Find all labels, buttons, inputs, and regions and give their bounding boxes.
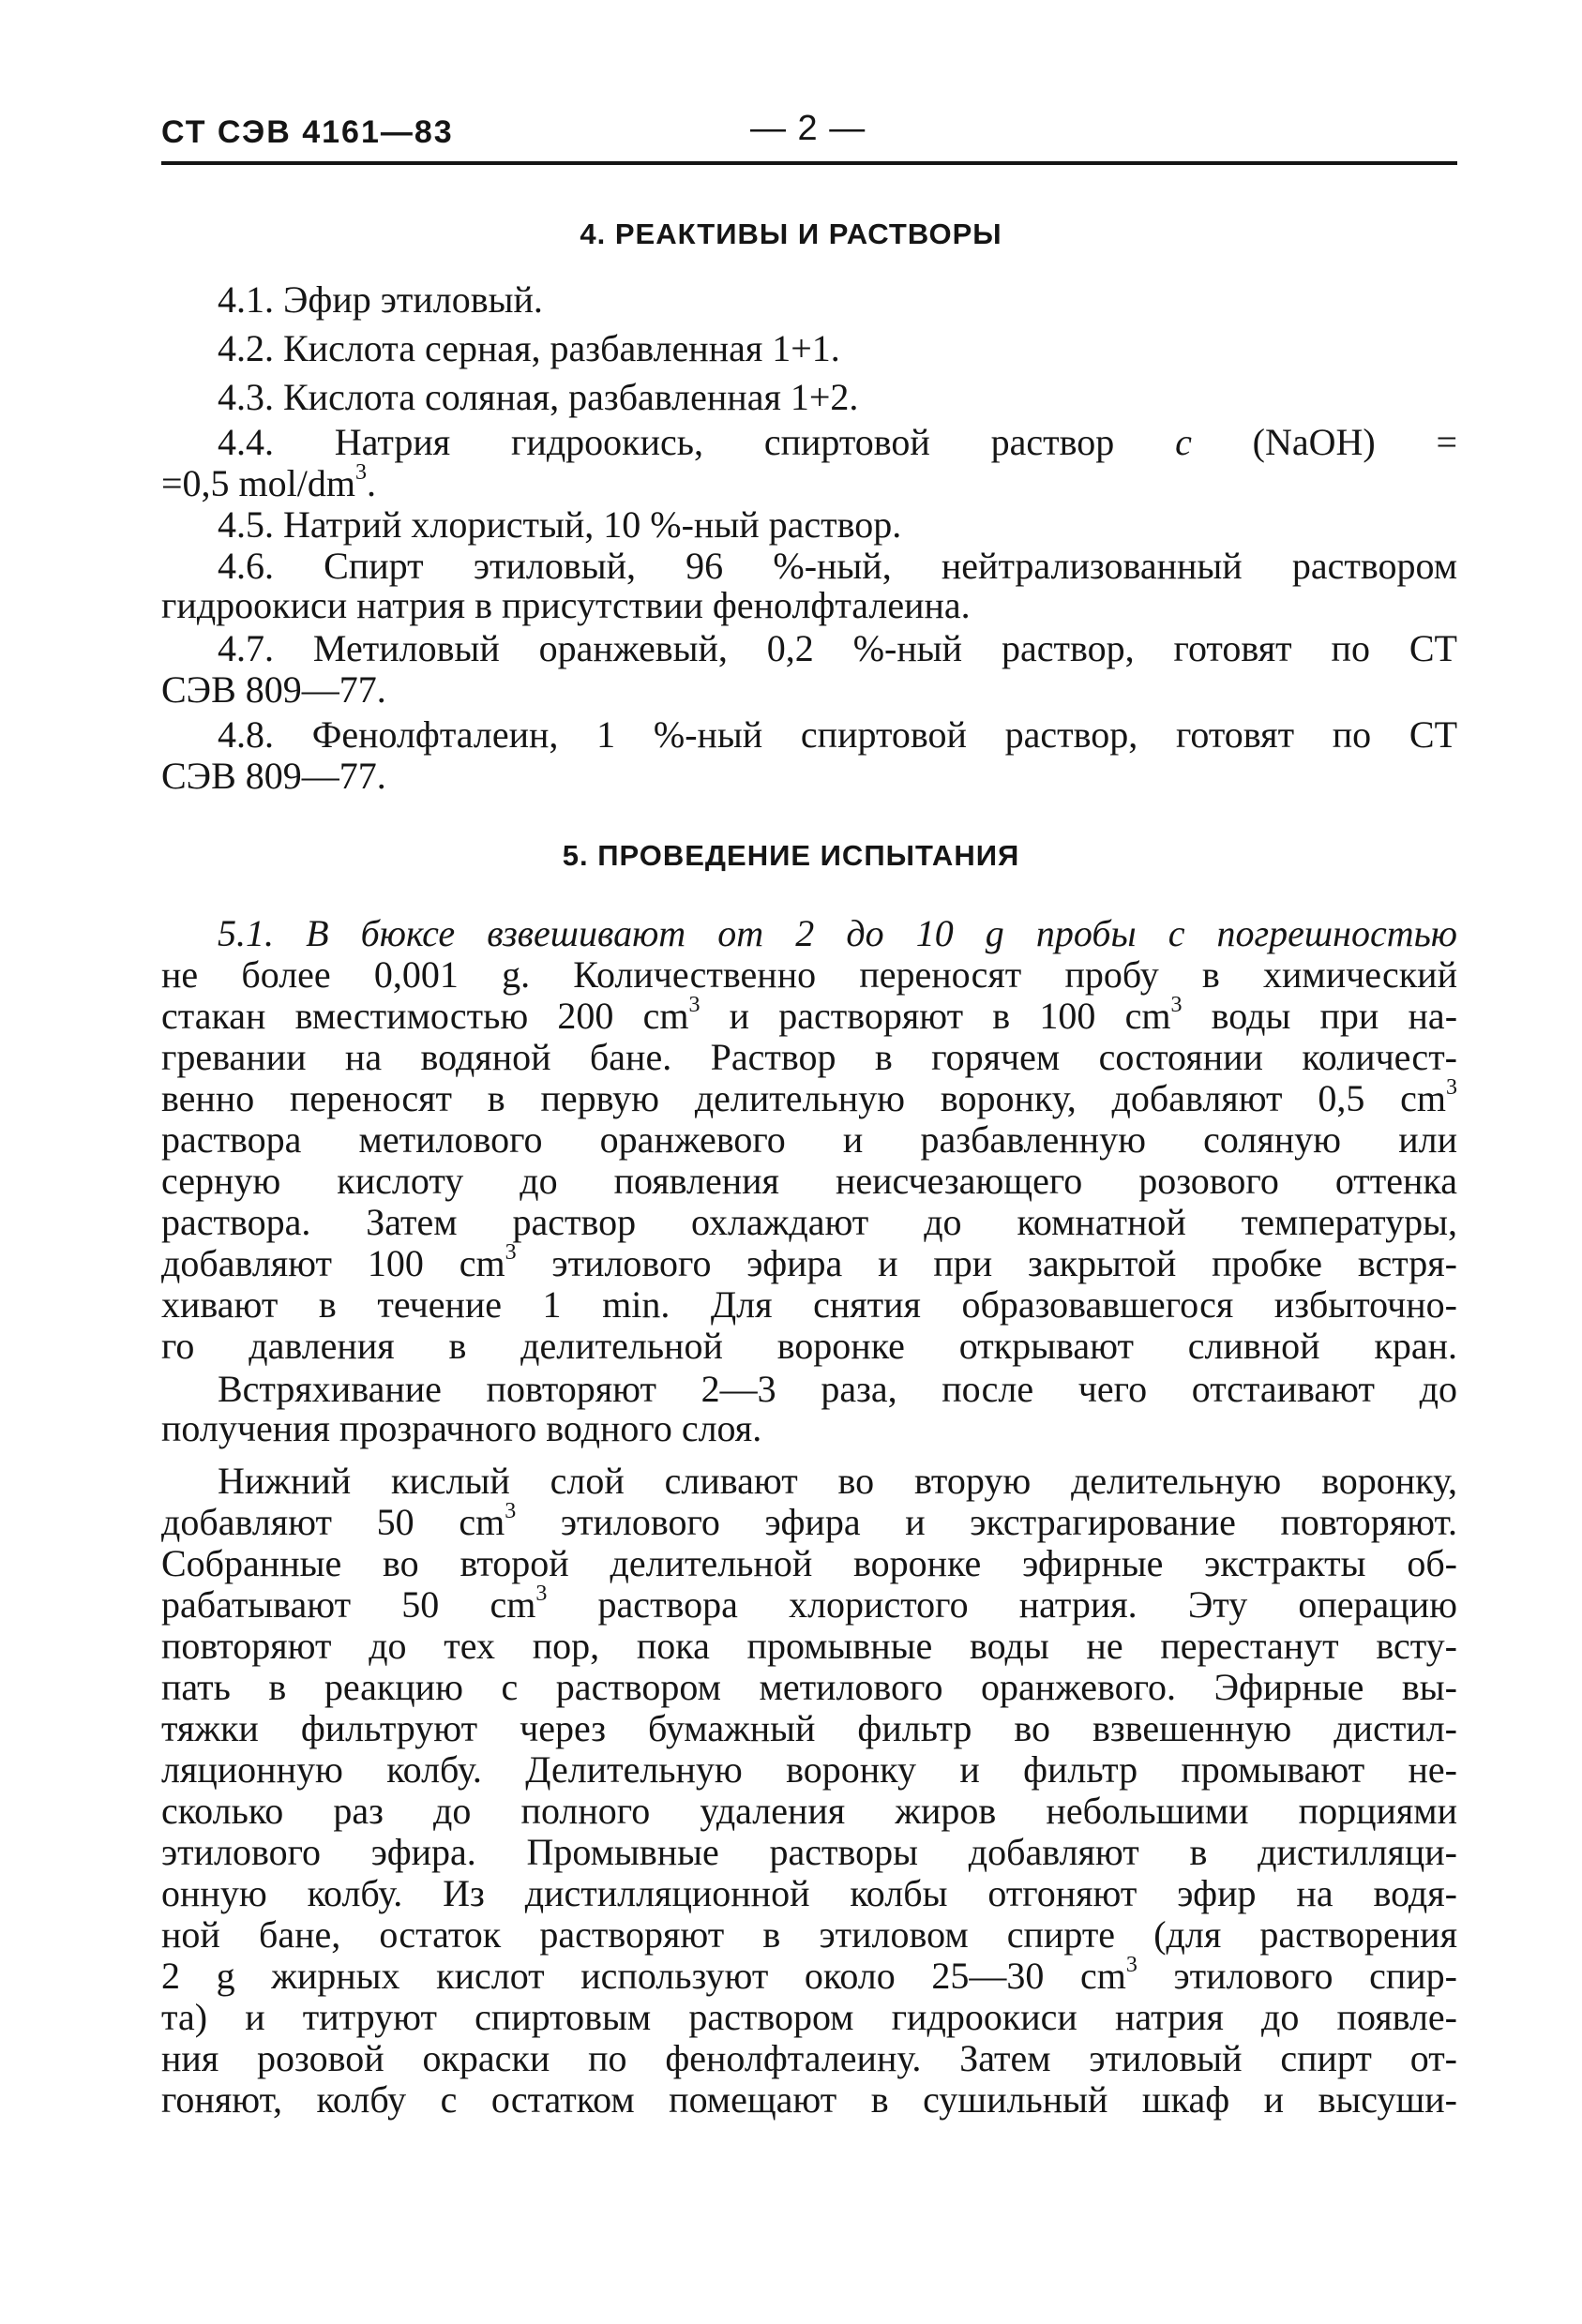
paragraph-5-1-line: гревании на водяной бане. Раствор в горячем состоянии количест- <box>161 1036 1457 1078</box>
text-run: этилового эфира и при закрытой пробке встря- <box>516 1242 1457 1284</box>
item-4-7-line2: СЭВ 809—77. <box>161 668 386 711</box>
text-run: венно переносят в первую делительную воронку, добавляют 0,5 cm <box>161 1077 1446 1119</box>
punctuation: . <box>367 462 377 504</box>
paragraph-3-line: этилового эфира. Промывные растворы добавляют в дистилляци- <box>161 1831 1457 1873</box>
item-4-4-line1 <box>218 421 1458 463</box>
paragraph-5-1-line <box>161 1239 1457 1284</box>
paragraph-3-line: гоняют, колбу с остатком помещают в сушильный шкаф и высуши- <box>161 2078 1457 2121</box>
paragraph-3-line: Нижний кислый слой сливают во вторую делительную воронку, <box>218 1460 1457 1502</box>
item-4-4-word: гидроокись, <box>511 421 703 463</box>
paragraph-5-1-line: раствора метилового оранжевого и разбавленную соляную или <box>161 1118 1457 1161</box>
text-run: добавляют 50 cm <box>161 1501 505 1543</box>
text-run: и растворяют в 100 cm <box>700 995 1171 1037</box>
paragraph-5-1-line <box>161 1074 1457 1119</box>
item-4-4-value: =0,5 mol/dm <box>161 462 356 504</box>
paragraph-5-1-line: не более 0,001 g. Количественно переносят пробу в химический <box>161 953 1457 996</box>
paragraph-3-line: повторяют до тех пор, пока промывные воды не перестанут всту- <box>161 1625 1457 1667</box>
paragraph-5-1-line: го давления в делительной воронке открывают сливной кран. <box>161 1325 1457 1367</box>
document-code: СТ СЭВ 4161—83 <box>161 114 454 150</box>
exponent: 3 <box>1170 992 1183 1017</box>
exponent: 3 <box>505 1239 517 1265</box>
text-run: раствора хлористого натрия. Эту операцию <box>547 1583 1457 1626</box>
item-4-8-line1: 4.8. Фенолфталеин, 1 %-ный спиртовой раствор, готовят по СТ <box>218 713 1457 756</box>
item-4-4-word: спиртовой <box>763 421 930 463</box>
text-run: этилового спир- <box>1137 1955 1457 1997</box>
item-4-3: 4.3. Кислота соляная, разбавленная 1+2. <box>218 376 859 418</box>
text-run: 2 g жирных кислот используют около 25—30 cm <box>161 1955 1126 1997</box>
paragraph-3-line: пать в реакцию с раствором метилового оранжевого. Эфирные вы- <box>161 1666 1457 1708</box>
exponent: 3 <box>1125 1952 1138 1977</box>
paragraph-5-1-line: серную кислоту до появления неисчезающего розового оттенка <box>161 1160 1457 1202</box>
paragraph-5-1-line: хивают в течение 1 min. Для снятия образовавшегося избыточно- <box>161 1283 1457 1326</box>
paragraph-3-line: сколько раз до полного удаления жиров небольшими порциями <box>161 1790 1457 1832</box>
paragraph-5-1-line: раствора. Затем раствор охлаждают до комнатной температуры, <box>161 1201 1457 1243</box>
exponent: 3 <box>535 1581 548 1606</box>
paragraph-2-line: Встряхивание повторяют 2—3 раза, после чего отстаивают до <box>218 1368 1457 1410</box>
exponent: 3 <box>688 992 701 1017</box>
item-4-4-word: раствор <box>990 421 1115 463</box>
paragraph-3-line: ной бане, остаток растворяют в этиловом спирте (для растворения <box>161 1913 1457 1956</box>
paragraph-5-1-line <box>161 992 1458 1037</box>
text-run: стакан вместимостью 200 cm <box>161 995 689 1037</box>
text-run: этилового эфира и экстрагирование повторяют. <box>516 1501 1457 1543</box>
item-4-5: 4.5. Натрий хлористый, 10 %-ный раствор. <box>218 503 902 546</box>
item-4-6-line2: гидроокиси натрия в присутствии фенолфталеина. <box>161 584 971 626</box>
paragraph-2-line: получения прозрачного водного слоя. <box>161 1407 762 1449</box>
exponent: 3 <box>1446 1074 1457 1100</box>
paragraph-3-line: та) и титруют спиртовым раствором гидроокиси натрия до появле- <box>161 1996 1457 2038</box>
paragraph-3-line <box>161 1952 1457 1997</box>
item-4-4-word: (NaOH) = <box>1252 421 1458 463</box>
text-run: воды при на- <box>1182 995 1458 1037</box>
item-4-4-line2 <box>161 459 1457 504</box>
item-4-4-word: 4.4. Натрия <box>218 421 451 463</box>
item-4-2: 4.2. Кислота серная, разбавленная 1+1. <box>218 327 840 369</box>
exponent: 3 <box>505 1498 517 1523</box>
text-run: добавляют 100 cm <box>161 1242 505 1284</box>
paragraph-3-line <box>161 1498 1457 1543</box>
paragraph-3-line: ляционную колбу. Делительную воронку и фильтр промывают не- <box>161 1748 1457 1791</box>
paragraph-3-line: ния розовой окраски по фенолфталеину. Затем этиловый спирт от- <box>161 2037 1457 2079</box>
section-4-title: 4. РЕАКТИВЫ И РАСТВОРЫ <box>580 217 1002 250</box>
section-5-title: 5. ПРОВЕДЕНИЕ ИСПЫТАНИЯ <box>562 839 1020 872</box>
paragraph-3-line: тяжки фильтруют через бумажный фильтр во взвешенную дистил- <box>161 1707 1457 1749</box>
item-4-7-line1: 4.7. Метиловый оранжевый, 0,2 %-ный раствор, готовят по СТ <box>218 627 1457 669</box>
text-run: рабатывают 50 cm <box>161 1583 536 1626</box>
paragraph-3-line <box>161 1581 1457 1626</box>
item-4-6-line1: 4.6. Спирт этиловый, 96 %-ный, нейтрализованный раствором <box>218 545 1457 587</box>
exponent: 3 <box>355 459 368 485</box>
paragraph-3-line: онную колбу. Из дистилляционной колбы отгоняют эфир на водя- <box>161 1872 1457 1914</box>
item-4-8-line2: СЭВ 809—77. <box>161 755 386 797</box>
paragraph-5-1-line: 5.1. В бюксе взвешивают от 2 до 10 g пробы с погрешностью <box>218 912 1457 954</box>
header-rule <box>161 161 1457 165</box>
concentration-symbol: c <box>1175 421 1192 463</box>
paragraph-3-line: Собранные во второй делительной воронке эфирные экстракты об- <box>161 1542 1457 1584</box>
page-number: — 2 — <box>750 109 866 148</box>
item-4-1: 4.1. Эфир этиловый. <box>218 278 543 321</box>
